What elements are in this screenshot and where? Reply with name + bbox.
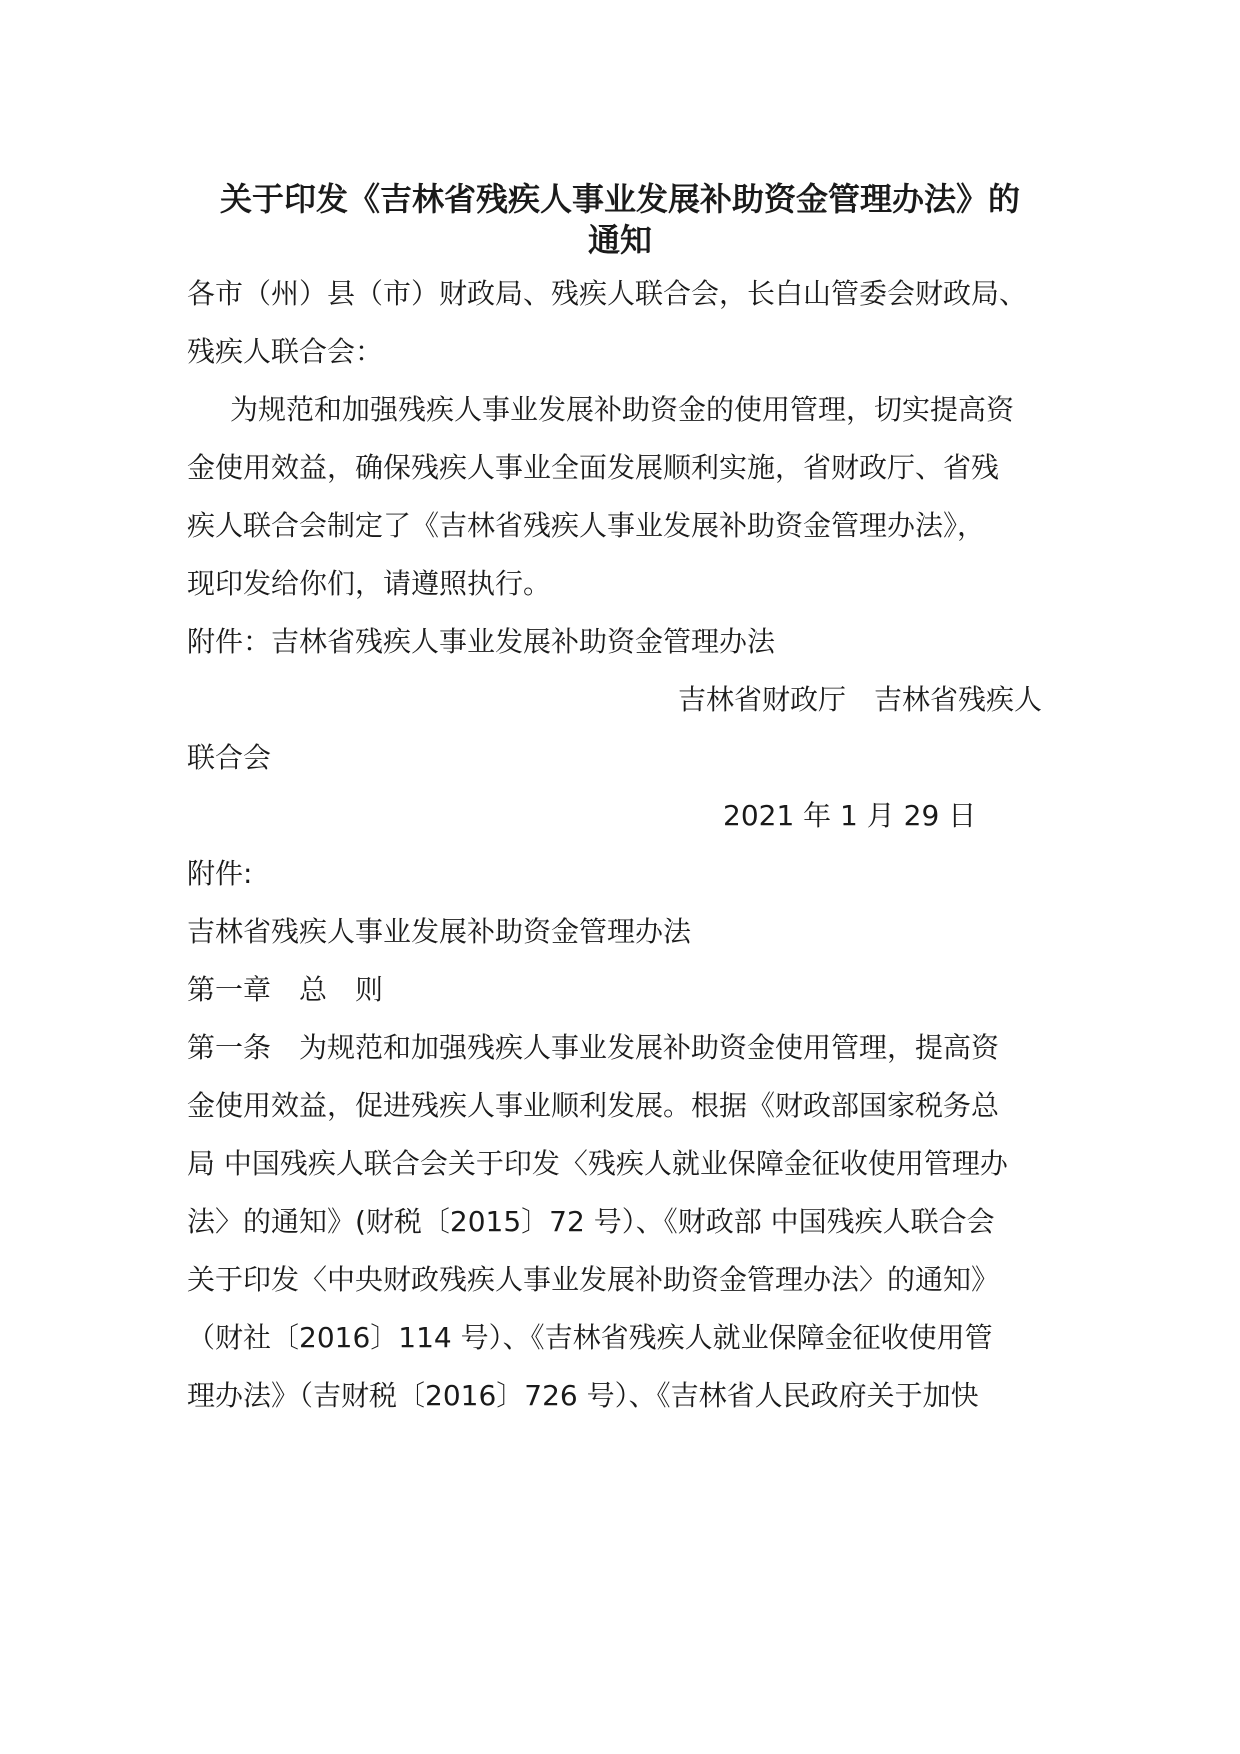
chapter-heading: 第一章 总 则 — [187, 973, 384, 1006]
article-line-5: 关于印发〈中央财政残疾人事业发展补助资金管理办法〉的通知》 — [187, 1263, 1000, 1296]
document-title-line-1: 关于印发《吉林省残疾人事业发展补助资金管理办法》的 — [219, 180, 1020, 218]
article-line-6: （财社〔2016〕114 号）、《吉林省残疾人就业保障金征收使用管 — [187, 1321, 993, 1354]
attachment-note: 附件：吉林省残疾人事业发展补助资金管理办法 — [187, 625, 776, 658]
article-line-2: 金使用效益，促进残疾人事业顺利发展。根据《财政部国家税务总 — [187, 1089, 1000, 1122]
article-line-4: 法〉的通知》(财税〔2015〕72 号）、《财政部 中国残疾人联合会 — [187, 1205, 995, 1238]
document-title-line-2: 通知 — [587, 221, 652, 259]
article-line-1: 第一条 为规范和加强残疾人事业发展补助资金使用管理，提高资 — [187, 1031, 1000, 1064]
attachment-title: 吉林省残疾人事业发展补助资金管理办法 — [187, 915, 692, 948]
issue-date: 2021 年 1 月 29 日 — [723, 799, 977, 832]
body-line-1: 为规范和加强残疾人事业发展补助资金的使用管理，切实提高资 — [230, 393, 1015, 426]
article-line-7: 理办法》（吉财税〔2016〕726 号）、《吉林省人民政府关于加快 — [187, 1379, 979, 1412]
signature-line-2: 联合会 — [187, 741, 272, 774]
signature-line-1: 吉林省财政厅 吉林省残疾人 — [678, 683, 1043, 716]
attachment-label: 附件: — [187, 857, 253, 890]
addressee-line-2: 残疾人联合会： — [187, 335, 384, 368]
body-line-2: 金使用效益，确保残疾人事业全面发展顺利实施，省财政厅、省残 — [187, 451, 1000, 484]
body-line-4: 现印发给你们，请遵照执行。 — [187, 567, 552, 600]
article-line-3: 局 中国残疾人联合会关于印发〈残疾人就业保障金征收使用管理办 — [187, 1147, 1008, 1180]
body-line-3: 疾人联合会制定了《吉林省残疾人事业发展补助资金管理办法》， — [187, 509, 986, 542]
addressee-line-1: 各市（州）县（市）财政局、残疾人联合会，长白山管委会财政局、 — [187, 277, 1028, 310]
